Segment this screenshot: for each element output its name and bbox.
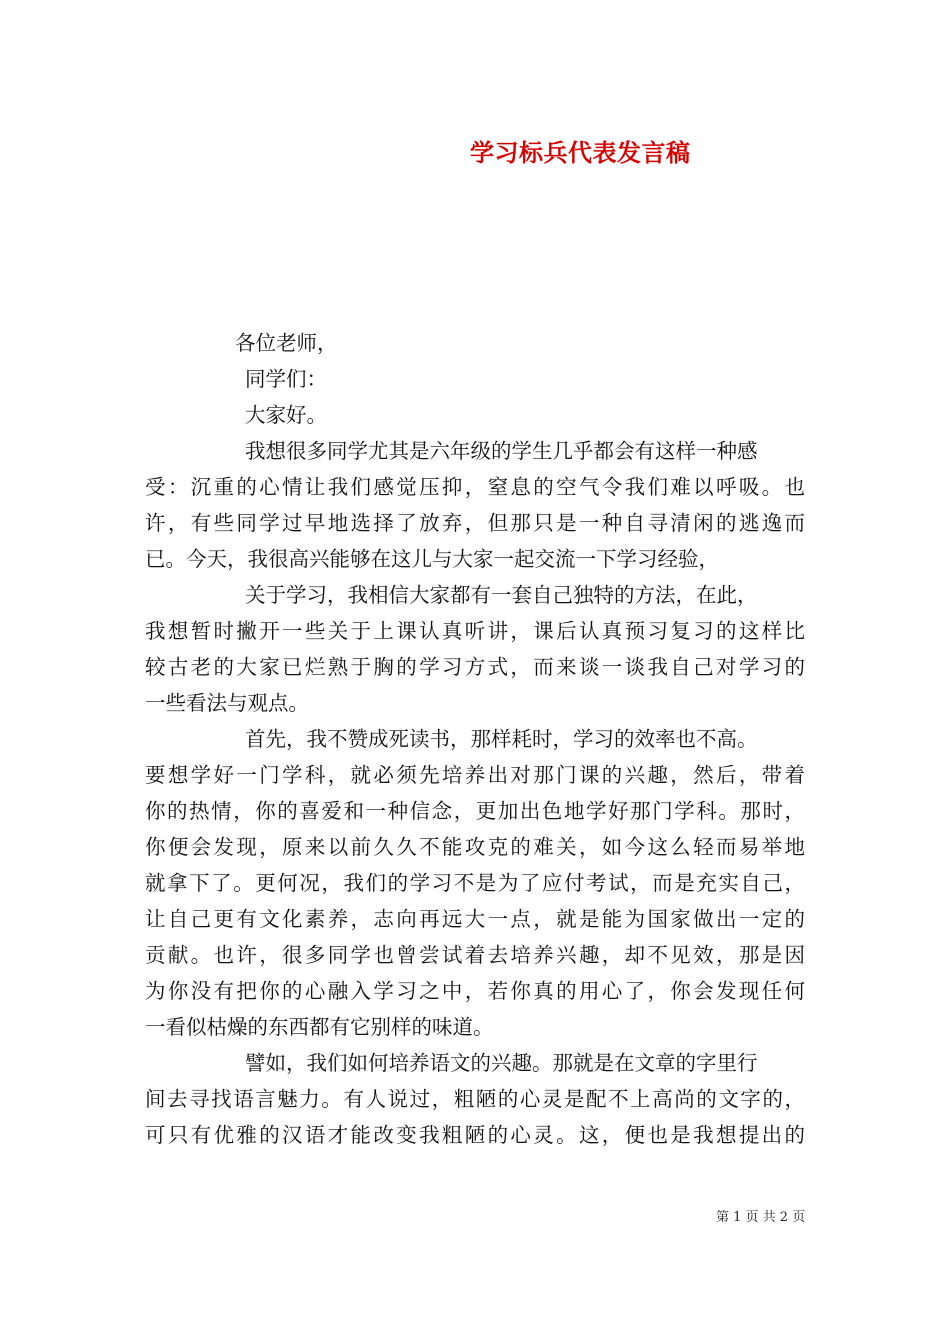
document-body: [145, 325, 805, 1153]
text-line: 你便会发现，原来以前久久不能攻克的难关，如今这么轻而易举地: [145, 835, 805, 859]
text-line: 就拿下了。更何况，我们的学习不是为了应付考试，而是充实自己，: [145, 871, 805, 895]
text-line: 要想学好一门学科，就必须先培养出对那门课的兴趣，然后，带着: [145, 763, 805, 787]
text-line: 较古老的大家已烂熟于胸的学习方式，而来谈一谈我自己对学习的: [145, 655, 805, 679]
salutation-teachers: 各位老师，: [235, 331, 338, 355]
text-line: 首先，我不赞成死读书，那样耗时，学习的效率也不高。: [245, 727, 758, 751]
text-line: 间去寻找语言魅力。有人说过，粗陋的心灵是配不上高尚的文字的，: [145, 1087, 805, 1111]
text-line: 为你没有把你的心融入学习之中，若你真的用心了，你会发现任何: [145, 979, 805, 1003]
text-line: 已。今天，我很高兴能够在这儿与大家一起交流一下学习经验，: [145, 547, 719, 571]
greeting: 大家好。: [245, 403, 327, 427]
text-line: 譬如，我们如何培养语文的兴趣。那就是在文章的字里行: [245, 1051, 758, 1075]
document-title: 学习标兵代表发言稿: [470, 138, 691, 167]
text-line: 一些看法与观点。: [145, 691, 309, 715]
text-line: 许，有些同学过早地选择了放弃，但那只是一种自寻清闲的逃逸而: [145, 511, 805, 535]
text-line: 关于学习，我相信大家都有一套自己独特的方法，在此，: [245, 583, 758, 607]
text-line: 一看似枯燥的东西都有它别样的味道。: [145, 1015, 494, 1039]
text-line: 我想很多同学尤其是六年级的学生几乎都会有这样一种感: [245, 439, 758, 463]
text-line: 我想暂时撇开一些关于上课认真听讲，课后认真预习复习的这样比: [145, 619, 805, 643]
speech-paragraphs: [145, 433, 805, 1153]
text-line: 让自己更有文化素养，志向再远大一点，就是能为国家做出一定的: [145, 907, 805, 931]
text-line: 你的热情，你的喜爱和一种信念，更加出色地学好那门学科。那时，: [145, 799, 805, 823]
text-line: 受：沉重的心情让我们感觉压抑，窒息的空气令我们难以呼吸。也: [145, 475, 805, 499]
salutation-classmates: 同学们：: [245, 367, 327, 391]
page-number-footer: 第 1 页 共 2 页: [716, 1210, 806, 1225]
text-line: 可只有优雅的汉语才能改变我粗陋的心灵。这，便也是我想提出的: [145, 1123, 805, 1147]
text-line: 贡献。也许，很多同学也曾尝试着去培养兴趣，却不见效，那是因: [145, 943, 805, 967]
